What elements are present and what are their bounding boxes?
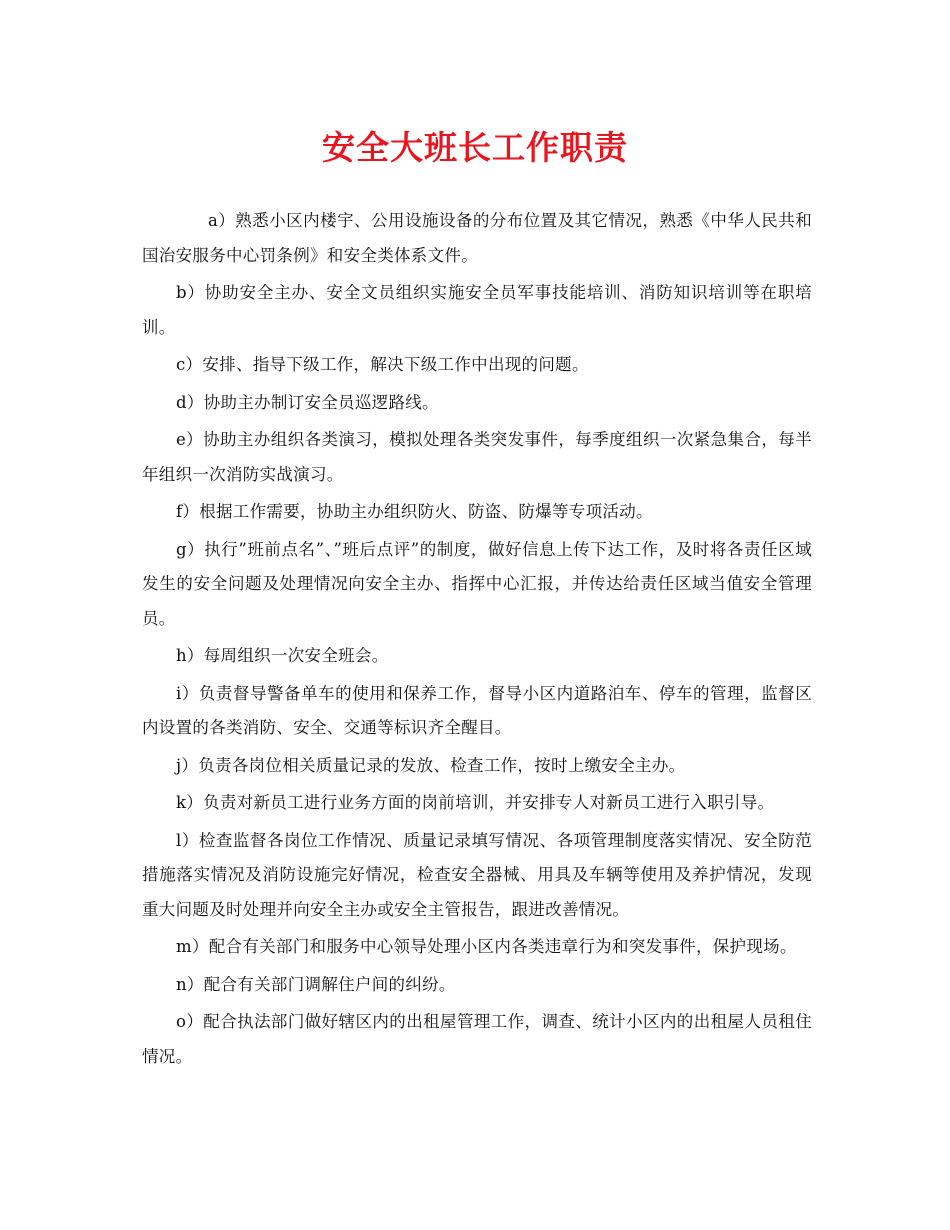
duty-item-a: a）熟悉小区内楼宇、公用设施设备的分布位置及其它情况，熟悉《中华人民共和国治安服务中心罚条例》和安全类体系文件。 [142,211,812,265]
duty-item-m: m）配合有关部门和服务中心领导处理小区内各类违章行为和突发事件，保护现场。 [176,937,797,956]
duty-item-g: g）执行”班前点名”、”班后点评”的制度，做好信息上传下达工作，及时将各责任区域发生的安全问题及处理情况向安全主办、指挥中心汇报，并传达给责任区域当值安全管理员。 [142,539,812,628]
duty-item-f: f）根据工作需要，协助主办组织防火、防盗、防爆等专项活动。 [176,502,653,521]
duty-item-i: i）负责督导警备单车的使用和保养工作，督导小区内道路泊车、停车的管理，监督区内设置的各类消防、安全、交通等标识齐全醒目。 [142,683,812,737]
duty-item-d: d）协助主办制订安全员巡逻路线。 [176,392,439,412]
duty-item-b: b）协助安全主办、安全文员组织实施安全员军事技能培训、消防知识培训等在职培训。 [142,283,812,337]
duty-item-c: c）安排、指导下级工作，解决下级工作中出现的问题。 [176,355,589,374]
duty-item-o: o）配合执法部门做好辖区内的出租屋管理工作，调查、统计小区内的出租屋人员租住情况。 [142,1012,812,1066]
duty-item-h: h）每周组织一次安全班会。 [176,646,389,665]
duty-item-n: n）配合有关部门调解住户间的纠纷。 [176,974,456,994]
duty-item-e: e）协助主办组织各类演习，模拟处理各类突发事件，每季度组织一次紧急集合，每半年组织一次消防实战演习。 [142,430,812,484]
document-title: 安全大班长工作职责 [322,128,628,167]
duty-item-l: l）检查监督各岗位工作情况、质量记录填写情况、各项管理制度落实情况、安全防范措施落实情况及消防设施完好情况，检查安全器械、用具及车辆等使用及养护情况，发现重大问题及时处理并向安全主办或安全主管报告，跟进改善情况。 [142,830,812,919]
document-body [142,204,812,1077]
duty-item-j: j）负责各岗位相关质量记录的发放、检查工作，按时上缴安全主办。 [176,755,686,775]
duty-item-k: k）负责对新员工进行业务方面的岗前培训，并安排专人对新员工进行入职引导。 [176,793,775,812]
